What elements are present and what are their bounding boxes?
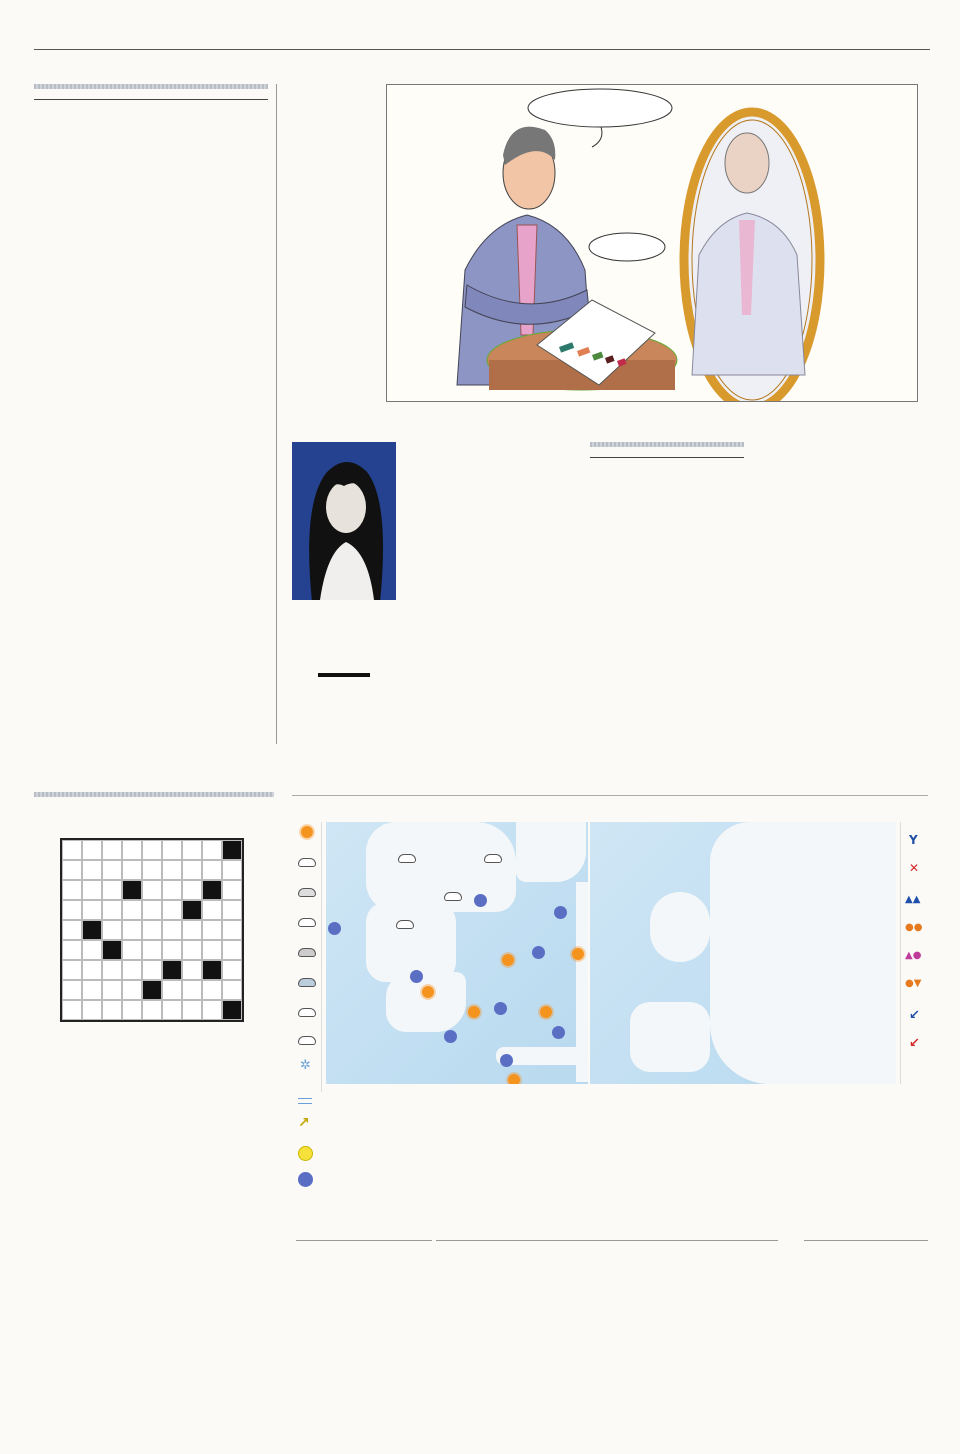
crossword-cell[interactable] bbox=[202, 1000, 222, 1020]
article-body bbox=[590, 476, 744, 672]
weather-legend-2 bbox=[292, 1092, 322, 1232]
crossword-row-numbers bbox=[44, 840, 58, 1022]
sea-temperature bbox=[328, 922, 341, 935]
crossword-grid[interactable] bbox=[60, 838, 244, 1022]
black-cell bbox=[162, 960, 182, 980]
crossword-cell[interactable] bbox=[102, 880, 122, 900]
maskes-body-col3 bbox=[752, 442, 928, 748]
crossword-cell[interactable] bbox=[142, 840, 162, 860]
crossword-cell[interactable] bbox=[202, 840, 222, 860]
crossword-cell[interactable] bbox=[122, 860, 142, 880]
wind-arrow-icon: ↗ bbox=[298, 1115, 310, 1131]
crossword-cell[interactable] bbox=[202, 920, 222, 940]
crossword-cell[interactable] bbox=[102, 920, 122, 940]
crossword-cell[interactable] bbox=[122, 940, 142, 960]
crossword-cell[interactable] bbox=[202, 980, 222, 1000]
crossword-cell[interactable] bbox=[202, 940, 222, 960]
crossword-cell[interactable] bbox=[162, 880, 182, 900]
crossword-cell[interactable] bbox=[82, 1000, 102, 1020]
partly-cloudy-icon bbox=[396, 920, 414, 929]
sea-temperature bbox=[494, 1002, 507, 1015]
crossword-cell[interactable] bbox=[162, 920, 182, 940]
crossword-cell[interactable] bbox=[202, 860, 222, 880]
maskes-body-col1 bbox=[404, 442, 580, 748]
crossword-cell[interactable] bbox=[82, 960, 102, 980]
maskes-article bbox=[590, 442, 744, 748]
europe-weather-map bbox=[590, 822, 896, 1084]
crossword-cell[interactable] bbox=[142, 860, 162, 880]
crossword-cell[interactable] bbox=[222, 920, 242, 940]
crossword-cell[interactable] bbox=[102, 960, 122, 980]
sun-icon bbox=[502, 954, 514, 966]
crossword-cell[interactable] bbox=[182, 840, 202, 860]
column-divider bbox=[276, 84, 277, 744]
crossword-cell[interactable] bbox=[82, 880, 102, 900]
cloudy-icon bbox=[298, 888, 316, 897]
crossword-cell[interactable] bbox=[82, 860, 102, 880]
crossword-cell[interactable] bbox=[82, 980, 102, 1000]
fog-lines-icon bbox=[298, 1098, 312, 1104]
warm-front-icon: ●● bbox=[905, 922, 923, 933]
crossword-cell[interactable] bbox=[62, 840, 82, 860]
crossword-cell[interactable] bbox=[62, 980, 82, 1000]
sea-temperature bbox=[410, 970, 423, 983]
sun-icon bbox=[540, 1006, 552, 1018]
crossword-cell[interactable] bbox=[102, 840, 122, 860]
sea-temperature bbox=[532, 946, 545, 959]
crossword-cell[interactable] bbox=[82, 940, 102, 960]
black-cell bbox=[222, 1000, 242, 1020]
crossword-cell[interactable] bbox=[82, 900, 102, 920]
crossword-cell[interactable] bbox=[122, 840, 142, 860]
crossword-cell[interactable] bbox=[182, 960, 202, 980]
black-cell bbox=[122, 880, 142, 900]
crossword-cell[interactable] bbox=[122, 920, 142, 940]
black-cell bbox=[142, 980, 162, 1000]
crossword-cell[interactable] bbox=[62, 940, 82, 960]
black-cell bbox=[82, 920, 102, 940]
crossword-cell[interactable] bbox=[82, 840, 102, 860]
today-title bbox=[296, 1238, 432, 1241]
crossword-cell[interactable] bbox=[222, 960, 242, 980]
overcast-icon bbox=[298, 948, 316, 957]
crossword-cell[interactable] bbox=[182, 1000, 202, 1020]
greece-weather-map bbox=[326, 822, 588, 1084]
snow-icon: ✲ bbox=[300, 1058, 311, 1073]
crossword-cell[interactable] bbox=[182, 980, 202, 1000]
crossword-cell[interactable] bbox=[182, 860, 202, 880]
crossword-cell[interactable] bbox=[142, 920, 162, 940]
fronts-legend bbox=[900, 822, 928, 1084]
cartoon-drawing bbox=[387, 85, 917, 401]
crossword-cell[interactable] bbox=[122, 900, 142, 920]
crossword-cell[interactable] bbox=[162, 860, 182, 880]
crossword-cell[interactable] bbox=[182, 940, 202, 960]
byline bbox=[590, 453, 744, 458]
partly-cloudy-icon bbox=[398, 854, 416, 863]
partly-cloudy-icon bbox=[484, 854, 502, 863]
world-title bbox=[804, 1238, 928, 1241]
crossword-cell[interactable] bbox=[122, 980, 142, 1000]
weather-legend bbox=[292, 822, 322, 1092]
sea-temperature bbox=[444, 1030, 457, 1043]
low-pressure-icon: Y bbox=[909, 833, 918, 847]
light-clouds-icon bbox=[298, 918, 316, 927]
crossword-cell[interactable] bbox=[162, 840, 182, 860]
crossword-cell[interactable] bbox=[142, 880, 162, 900]
author-photo bbox=[292, 442, 396, 600]
today-forecast bbox=[296, 1238, 432, 1438]
cold-air-icon: ↙ bbox=[909, 1008, 920, 1023]
crossword-cell[interactable] bbox=[102, 1000, 122, 1020]
byline bbox=[34, 95, 268, 100]
portrait-image bbox=[292, 442, 396, 600]
crossword-cell[interactable] bbox=[162, 940, 182, 960]
fog-icon bbox=[298, 1036, 316, 1045]
occluded-front-icon: ▲● bbox=[905, 950, 922, 961]
sea-temp-legend-icon bbox=[298, 1172, 313, 1187]
section-rule bbox=[34, 84, 268, 89]
warm-air-icon: ↙ bbox=[909, 1036, 920, 1051]
sea-temperature bbox=[500, 1054, 513, 1067]
next-days-forecast bbox=[436, 1238, 778, 1438]
crossword-cell[interactable] bbox=[62, 920, 82, 940]
black-cell bbox=[202, 960, 222, 980]
sea-temperature bbox=[474, 894, 487, 907]
black-cell bbox=[222, 840, 242, 860]
high-pressure-icon: ✕ bbox=[909, 861, 920, 875]
cartoon bbox=[386, 84, 918, 402]
crossword-cell[interactable] bbox=[182, 920, 202, 940]
sun-icon bbox=[468, 1006, 480, 1018]
sea-temperature bbox=[554, 906, 567, 919]
crossword-cell[interactable] bbox=[102, 860, 122, 880]
sunny-icon bbox=[301, 826, 313, 838]
crossword-cell[interactable] bbox=[62, 960, 82, 980]
crossword-cell[interactable] bbox=[142, 940, 162, 960]
crossword-cell[interactable] bbox=[62, 1000, 82, 1020]
crossword-cell[interactable] bbox=[182, 880, 202, 900]
crossword-cell[interactable] bbox=[222, 860, 242, 880]
sun-icon bbox=[572, 948, 584, 960]
regional-forecast bbox=[564, 1088, 900, 1236]
crossword-cell[interactable] bbox=[122, 960, 142, 980]
crossword-cell[interactable] bbox=[102, 900, 122, 920]
black-cell bbox=[102, 940, 122, 960]
crossword-cell[interactable] bbox=[142, 960, 162, 980]
sun-legend-icon bbox=[298, 1146, 313, 1161]
crossword-cell[interactable] bbox=[222, 900, 242, 920]
sun-icon bbox=[422, 986, 434, 998]
stationary-front-icon: ●▼ bbox=[905, 978, 922, 989]
crossword-cell[interactable] bbox=[62, 900, 82, 920]
crossword-cell[interactable] bbox=[62, 860, 82, 880]
partly-cloudy-icon bbox=[298, 858, 316, 867]
crossword-cell[interactable] bbox=[222, 940, 242, 960]
black-cell bbox=[182, 900, 202, 920]
storm-icon bbox=[298, 1008, 316, 1017]
weather-rule bbox=[292, 795, 928, 796]
crossword-cell[interactable] bbox=[62, 880, 82, 900]
sun-icon bbox=[508, 1074, 520, 1084]
crossword-cell[interactable] bbox=[222, 880, 242, 900]
crossword-cell[interactable] bbox=[202, 900, 222, 920]
sea-temperature bbox=[552, 1026, 565, 1039]
crossword-cell[interactable] bbox=[162, 1000, 182, 1020]
cold-front-icon: ▲▲ bbox=[905, 894, 921, 905]
black-cell bbox=[202, 880, 222, 900]
section-rule bbox=[34, 792, 274, 797]
crossword-cell[interactable] bbox=[122, 1000, 142, 1020]
diagonios-article bbox=[34, 84, 268, 744]
partly-cloudy-icon bbox=[444, 892, 462, 901]
section-rule bbox=[590, 442, 744, 447]
crossword-cell[interactable] bbox=[102, 980, 122, 1000]
general-situation bbox=[326, 1088, 558, 1090]
crossword-cell[interactable] bbox=[222, 980, 242, 1000]
crossword-cell[interactable] bbox=[162, 980, 182, 1000]
caption-rule bbox=[318, 673, 370, 677]
world-forecast bbox=[804, 1238, 928, 1438]
next-days-title bbox=[436, 1238, 778, 1241]
crossword-cell[interactable] bbox=[162, 900, 182, 920]
crossword-cell[interactable] bbox=[142, 1000, 162, 1020]
masthead bbox=[34, 20, 930, 50]
crossword-cell[interactable] bbox=[142, 900, 162, 920]
rain-icon bbox=[298, 978, 316, 987]
